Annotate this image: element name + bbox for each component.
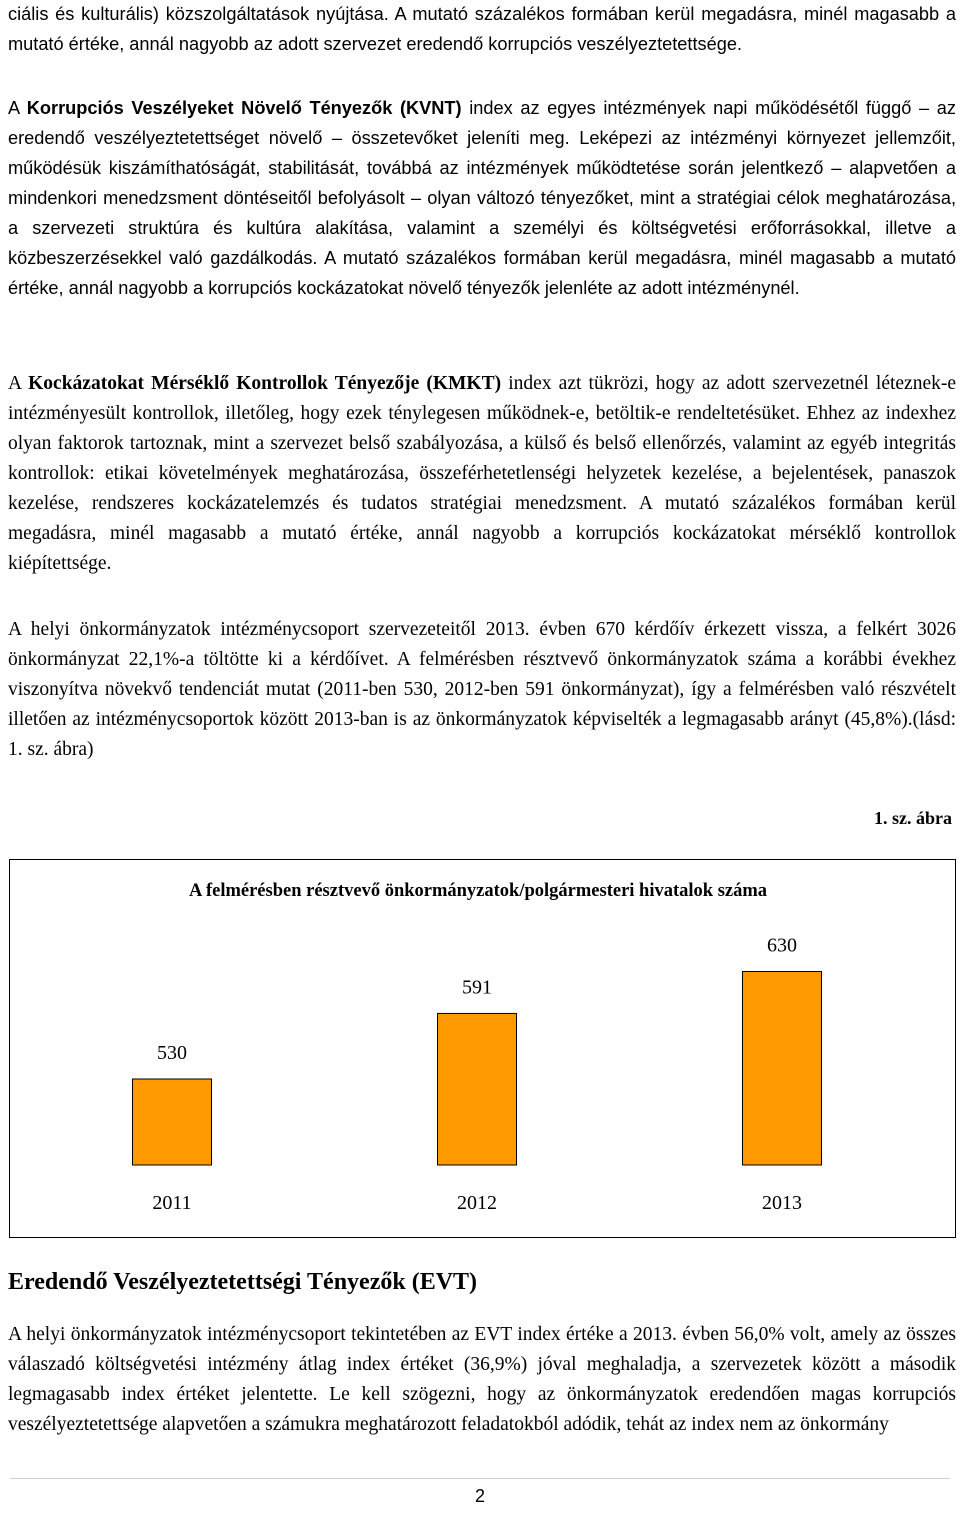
data-label-2013: 630 xyxy=(767,934,797,957)
x-tick-2011: 2011 xyxy=(152,1192,192,1214)
paragraph-evt: A helyi önkormányzatok intézménycsoport tekintetében az EVT index értéke a 2013. évben 56,0% volt, amely az összes válaszadó költségvetési intézmény átlag index értéket (36,9%) jóval meghaladja, a szervezetek között a második legmagasabb index értéket jelentette. Le kell szögezni, hogy az önkormányzatok eredendően magas korrupciós veszélyeztetettsége alapvetően a számukra meghatározott feladatokból adódik, tehát az index nem az önkormány xyxy=(8,1324,956,1435)
bar-2013 xyxy=(743,972,822,1166)
bar-2011 xyxy=(133,1079,212,1165)
paragraph-kmkt-prefix: A xyxy=(8,373,29,394)
data-label-2011: 530 xyxy=(157,1042,187,1064)
x-tick-2012: 2012 xyxy=(457,1192,497,1214)
paragraph-participation: A helyi önkormányzatok intézménycsoport szervezeteitől 2013. évben 670 kérdőív érkezett vissza, a felkért 3026 önkormányzat 22,1%-a töltötte ki a kérdőívet. A felmérésben résztvevő önkormányzatok száma a korábbi évekhez viszonyítva növekvő tendenciát mutat (2011-ben 530, 2012-ben 591 önkormányzat), így a felmérésben való részvételt illetően az intézménycsoportok között 2013-ban is az önkormányzatok képviselték a legmagasabb arányt (45,8%).(lásd: 1. sz. ábra) xyxy=(8,619,956,760)
footer-divider xyxy=(10,1478,950,1479)
x-tick-2013: 2013 xyxy=(762,1192,802,1214)
bar-chart-frame xyxy=(9,859,956,1238)
kvnt-term: Korrupciós Veszélyeket Növelő Tényezők (KVNT) xyxy=(26,98,462,118)
paragraph-kvnt-prefix: A xyxy=(8,98,27,118)
paragraph-1: ciális és kulturális) közszolgáltatások nyújtása. A mutató százalékos formában kerül megadásra, minél magasabb a mutató értéke, annál nagyobb az adott szervezet eredendő korrupciós veszélyeztetettsége. xyxy=(8,4,956,54)
page-number: 2 xyxy=(474,1486,485,1506)
bar-chart xyxy=(10,860,955,1237)
paragraph-kvnt xyxy=(8,93,956,303)
bar-2012 xyxy=(438,1013,517,1165)
paragraph-kvnt-body: index az egyes intézmények napi működésétől függő – az eredendő veszélyeztetettséget növelő – összetevőket jeleníti meg. Leképezi az intézményi környezet jellemzőit, működésük kiszámíthatóságát, stabilitását, továbbá az intézmények működtetése során jelentkező – alapvetően a mindenkori menedzsment döntéseitől befolyásolt – olyan változó tényezőket, mint a stratégiai célok meghatározása, a szervezeti struktúra és kultúra alakítása, valamint a személyi és költségvetési erőforrásokkal, illetve a közbeszerzésekkel való gazdálkodás. A mutató százalékos formában kerül megadásra, minél magasabb a mutató értéke, annál nagyobb a korrupciós kockázatokat növelő tényezők jelenléte az adott intézménynél. xyxy=(8,98,956,298)
section-heading-evt: Eredendő Veszélyeztetettségi Tényezők (EVT) xyxy=(8,1269,478,1295)
paragraph-kmkt xyxy=(8,369,956,579)
kmkt-term: Kockázatokat Mérséklő Kontrollok Tényezője (KMKT) xyxy=(28,373,502,394)
data-label-2012: 591 xyxy=(462,976,492,999)
chart-title: A felmérésben résztvevő önkormányzatok/polgármesteri hivatalok száma xyxy=(188,881,768,901)
figure-label: 1. sz. ábra xyxy=(874,808,952,828)
paragraph-kmkt-body: index azt tükrözi, hogy az adott szervezetnél léteznek-e intézményesült kontrollok, illetőleg, hogy ezek ténylegesen működnek-e, betöltik-e rendeltetésüket. Ehhez az indexhez olyan faktorok tartoznak, mint a szervezet belső szabályozása, a külső és belső ellenőrzés, valamint az egyéb integritás kontrollok: etikai követelmények meghatározása, összeférhetetlenségi helyzetek kezelése, a bejelentések, panaszok kezelése, rendszeres kockázatelemzés és tudatos stratégiai menedzsment. A mutató százalékos formában kerül megadásra, minél magasabb a mutató értéke, annál nagyobb a korrupciós kockázatokat mérséklő kontrollok kiépítettsége. xyxy=(8,373,957,574)
